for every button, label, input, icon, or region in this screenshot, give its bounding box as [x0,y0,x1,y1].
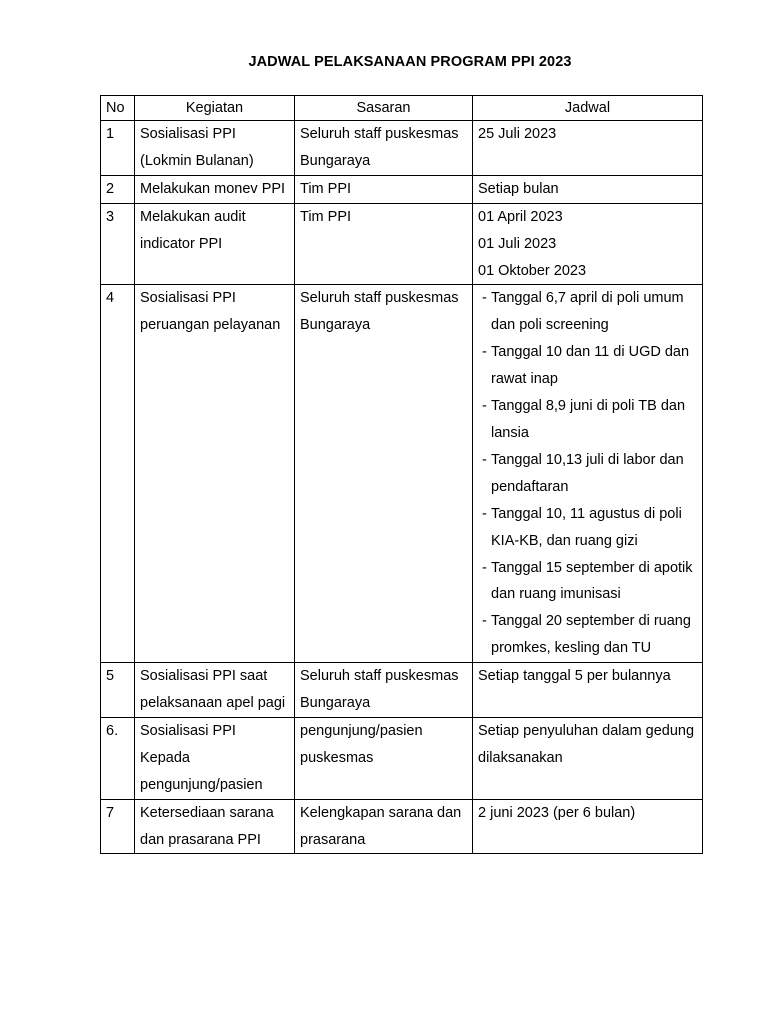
list-item: - Tanggal 10, 11 agustus di poli KIA-KB, dan ruang gizi [478,501,697,555]
table-row [101,203,703,285]
cell-jadwal [473,121,703,176]
jadwal-line: Setiap penyuluhan dalam gedung dilaksanakan [478,722,695,766]
cell-sasaran: Tim PPI [295,203,473,285]
table-row [101,799,703,854]
list-item: - Tanggal 15 september di apotik dan ruang imunisasi [478,555,697,609]
jadwal-line: 01 Oktober 2023 [478,262,587,279]
cell-no: 7 [101,799,135,854]
jadwal-line: Setiap bulan [478,180,559,197]
cell-kegiatan: Melakukan monev PPI [135,175,295,203]
cell-no: 2 [101,175,135,203]
jadwal-line: 01 April 2023 [478,208,563,225]
cell-kegiatan: Sosialisasi PPI (Lokmin Bulanan) [135,121,295,176]
table-row [101,175,703,203]
cell-no: 3 [101,203,135,285]
table-row [101,285,703,663]
cell-no: 6. [101,717,135,799]
cell-jadwal [473,285,703,663]
cell-no: 1 [101,121,135,176]
cell-no: 5 [101,663,135,718]
table-header-row [101,96,703,121]
jadwal-line: 2 juni 2023 (per 6 bulan) [478,804,636,821]
cell-sasaran: Kelengkapan sarana dan prasarana [295,799,473,854]
cell-kegiatan: Sosialisasi PPI Kepada pengunjung/pasien [135,717,295,799]
header-sasaran: Sasaran [295,96,473,121]
cell-kegiatan: Sosialisasi PPI peruangan pelayanan [135,285,295,663]
list-item: - Tanggal 10 dan 11 di UGD dan rawat inap [478,339,697,393]
cell-sasaran: Seluruh staff puskesmas Bungaraya [295,285,473,663]
list-item: - Tanggal 10,13 juli di labor dan pendaftaran [478,447,697,501]
table-row [101,121,703,176]
table-row [101,663,703,718]
cell-jadwal [473,203,703,285]
cell-kegiatan: Ketersediaan sarana dan prasarana PPI [135,799,295,854]
jadwal-line: 01 Juli 2023 [478,235,557,252]
list-item: - Tanggal 6,7 april di poli umum dan poli screening [478,285,697,339]
cell-no: 4 [101,285,135,663]
table-row [101,717,703,799]
list-item: - Tanggal 8,9 juni di poli TB dan lansia [478,393,697,447]
cell-jadwal [473,799,703,854]
cell-jadwal [473,175,703,203]
cell-sasaran: pengunjung/pasien puskesmas [295,717,473,799]
header-no: No [101,96,135,121]
header-kegiatan: Kegiatan [135,96,295,121]
schedule-table [100,95,703,854]
jadwal-dash-list [478,285,697,662]
cell-jadwal [473,717,703,799]
header-jadwal: Jadwal [473,96,703,121]
document-title: JADWAL PELAKSANAAN PROGRAM PPI 2023 [248,54,572,70]
cell-kegiatan: Sosialisasi PPI saat pelaksanaan apel pagi [135,663,295,718]
jadwal-line: 25 Juli 2023 [478,126,557,142]
jadwal-line: Setiap tanggal 5 per bulannya [478,668,671,685]
cell-kegiatan: Melakukan audit indicator PPI [135,203,295,285]
list-item: - Tanggal 20 september di ruang promkes, kesling dan TU [478,608,697,662]
cell-sasaran: Seluruh staff puskesmas Bungaraya [295,121,473,176]
cell-jadwal [473,663,703,718]
cell-sasaran: Seluruh staff puskesmas Bungaraya [295,663,473,718]
cell-sasaran: Tim PPI [295,175,473,203]
